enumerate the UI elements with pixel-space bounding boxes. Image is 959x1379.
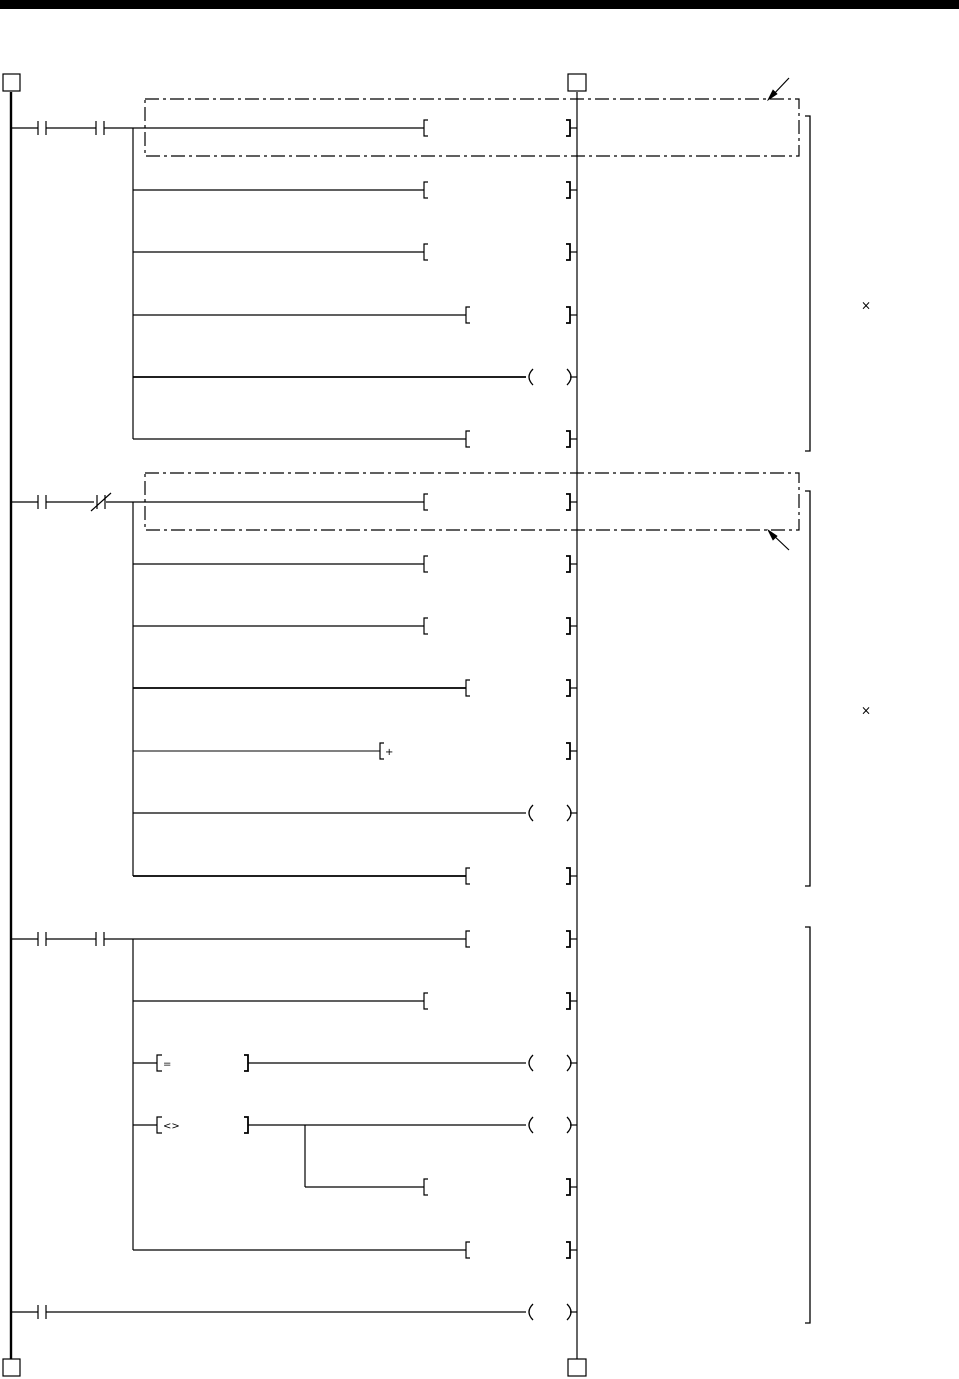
compare-open-bracket (157, 1055, 162, 1071)
instruction-open-bracket (424, 993, 428, 1009)
instruction-close-bracket (566, 1242, 570, 1258)
instruction-open-bracket (466, 931, 470, 947)
multiply-mark: × (861, 298, 872, 313)
instruction-close-bracket (566, 120, 570, 136)
instruction-open-bracket (424, 182, 428, 198)
instruction-close-bracket (566, 307, 570, 323)
rail-terminal-bottom-right (568, 1359, 586, 1376)
coil-left-arc (529, 1304, 533, 1320)
instruction-close-bracket (566, 244, 570, 260)
coil-left-arc (529, 1055, 533, 1071)
instruction-close-bracket (566, 182, 570, 198)
instruction-open-bracket (466, 1242, 470, 1258)
instruction-close-bracket (566, 556, 570, 572)
brace-group-2 (805, 491, 810, 886)
instruction-close-bracket (566, 868, 570, 884)
compare-operator-symbol: <> (163, 1121, 180, 1132)
multiply-mark: × (861, 703, 872, 718)
brace-group-3 (805, 927, 810, 1323)
coil-left-arc (529, 1117, 533, 1133)
instruction-close-bracket (566, 1179, 570, 1195)
instruction-open-bracket (424, 244, 428, 260)
coil-left-arc (529, 805, 533, 821)
top-bar (0, 0, 959, 9)
instruction-open-bracket (466, 431, 470, 447)
coil-left-arc (529, 369, 533, 385)
instruction-open-bracket (424, 1179, 428, 1195)
instruction-open-bracket (424, 556, 428, 572)
instruction-open-bracket (424, 494, 428, 510)
rail-terminal-top-left (3, 74, 20, 91)
compare-open-bracket (157, 1117, 162, 1133)
instruction-close-bracket (566, 494, 570, 510)
compare-operator-symbol: = (163, 1059, 172, 1070)
instruction-operator-symbol: + (385, 747, 394, 758)
instruction-close-bracket (566, 993, 570, 1009)
rail-terminal-bottom-left (3, 1359, 20, 1376)
instruction-open-bracket (466, 307, 470, 323)
instruction-close-bracket (566, 743, 570, 759)
instruction-open-bracket (466, 868, 470, 884)
compare-close-bracket (244, 1055, 248, 1071)
brace-group-1 (805, 116, 810, 451)
instruction-open-bracket (380, 743, 384, 759)
compare-close-bracket (244, 1117, 248, 1133)
instruction-close-bracket (566, 431, 570, 447)
instruction-open-bracket (424, 120, 428, 136)
rail-terminal-top-right (568, 74, 586, 91)
instruction-close-bracket (566, 680, 570, 696)
instruction-open-bracket (466, 680, 470, 696)
leader-arrowhead-2 (768, 530, 777, 540)
instruction-close-bracket (566, 618, 570, 634)
instruction-open-bracket (424, 618, 428, 634)
instruction-close-bracket (566, 931, 570, 947)
